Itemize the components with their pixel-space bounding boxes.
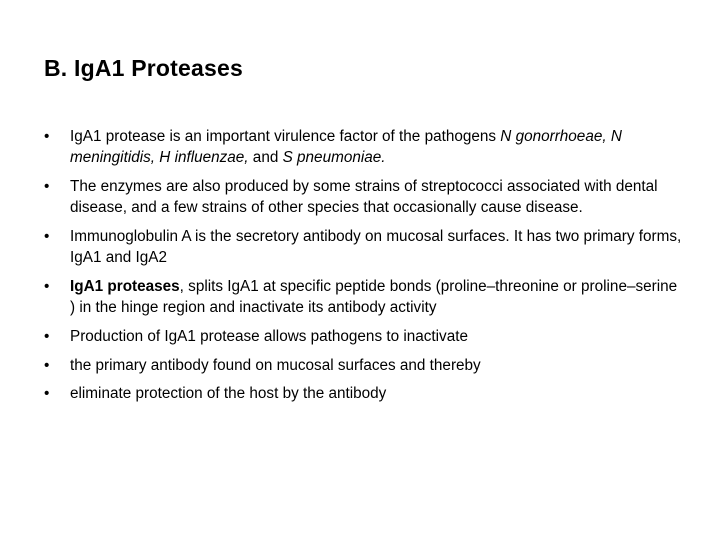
- bullet-dot-icon: •: [44, 227, 50, 245]
- bullet-list: [44, 126, 684, 412]
- bullet-text: [70, 276, 684, 319]
- bullet-item: [44, 276, 684, 319]
- bullet-text-segment: and: [248, 149, 283, 167]
- bullet-item: [44, 383, 684, 404]
- bullet-dot-icon: •: [44, 385, 50, 403]
- bullet-dot-icon: •: [44, 128, 50, 145]
- bullet-text: The enzymes are also produced by some strains of streptococci associated with dental disease, and a few strains of other species that occasionally cause disease.: [70, 177, 658, 217]
- bullet-item: [44, 176, 684, 219]
- bullet-item: [44, 126, 684, 169]
- bullet-text-segment: IgA1 protease is an important virulence factor of the pathogens: [70, 128, 501, 145]
- bullet-text-segment: , splits IgA1 at specific peptide bonds (proline–threonine or proline–serine ) in the hinge region and inactivate its antibody activity: [70, 277, 678, 317]
- bullet-item: [44, 226, 684, 269]
- bullet-dot-icon: •: [44, 277, 50, 295]
- bullet-item: [44, 326, 684, 347]
- bullet-text: Production of IgA1 protease allows pathogens to inactivate: [70, 327, 468, 345]
- slide-title: B. IgA1 Proteases: [44, 55, 243, 81]
- bullet-dot-icon: •: [44, 177, 50, 195]
- bullet-text-bold: IgA1 proteases: [70, 277, 180, 295]
- bullet-text: eliminate protection of the host by the antibody: [70, 385, 387, 403]
- bullet-text: Immunoglobulin A is the secretory antibody on mucosal surfaces. It has two primary forms, IgA1 and IgA2: [70, 227, 682, 267]
- bullet-text-pathogens: N gonorrhoeae, N meningitidis, H influenzae,: [70, 128, 622, 167]
- bullet-text: [70, 126, 684, 169]
- bullet-dot-icon: •: [44, 327, 50, 345]
- bullet-text-pneumoniae: S pneumoniae.: [282, 149, 386, 167]
- bullet-text: the primary antibody found on mucosal surfaces and thereby: [70, 356, 481, 374]
- bullet-item: [44, 355, 684, 376]
- bullet-dot-icon: •: [44, 356, 50, 374]
